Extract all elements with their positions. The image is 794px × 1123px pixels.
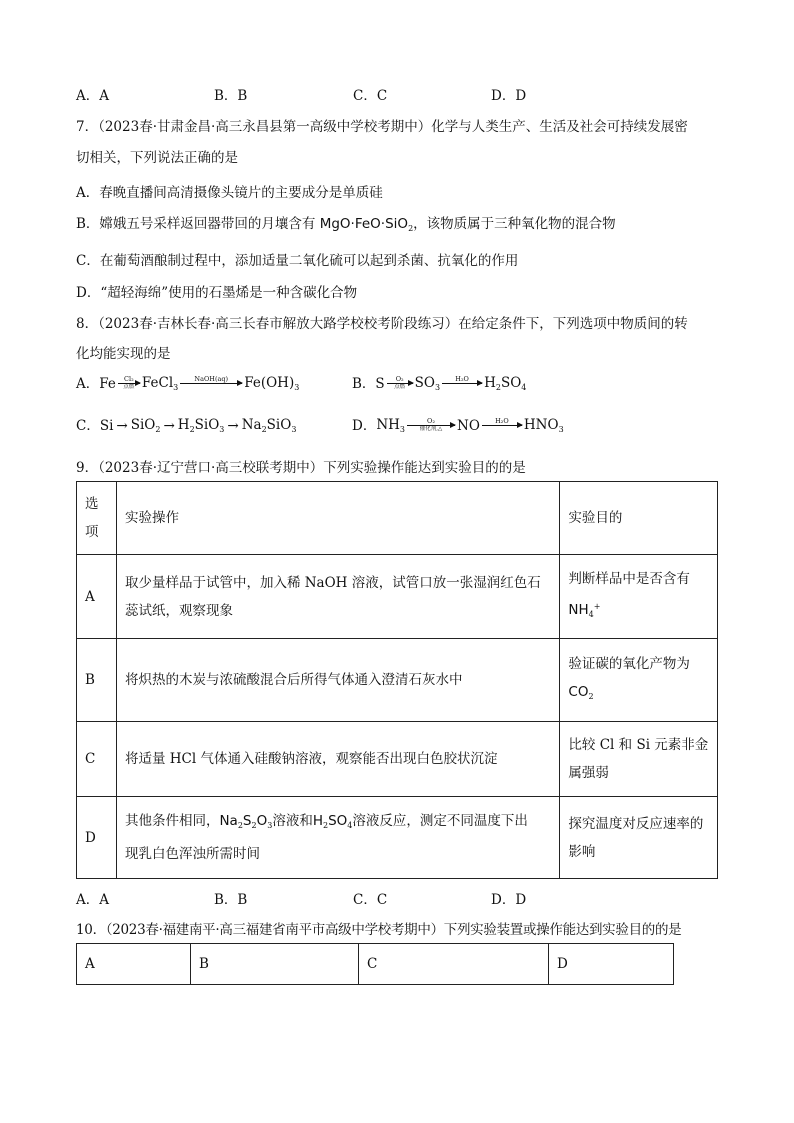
- formula-text: O: [256, 813, 268, 829]
- q8-option-b[interactable]: [352, 372, 526, 392]
- species-sub: 3: [173, 383, 179, 392]
- species-sub: 3: [219, 425, 225, 434]
- formula-text: H: [312, 813, 323, 829]
- goal-line: 验证碳的氧化产物为: [568, 655, 690, 672]
- species-sub: 2: [155, 425, 161, 434]
- row-goal: [560, 722, 718, 797]
- formula-sub: 2: [588, 691, 594, 701]
- species-sub: 3: [435, 383, 441, 392]
- species-text: HNO: [523, 417, 559, 433]
- op-line: [125, 807, 551, 840]
- table-row: [77, 797, 718, 879]
- formula-text: MgO·FeO·SiO: [319, 216, 409, 232]
- species: [131, 417, 161, 434]
- arrow-shaft: [387, 383, 413, 384]
- row-option: B: [77, 639, 117, 722]
- species-sub: 2: [495, 383, 501, 392]
- formula-text: Na: [219, 813, 238, 829]
- species: [524, 417, 564, 434]
- row-operation: [116, 555, 559, 639]
- arrow-shaft: [180, 383, 242, 384]
- row-goal: [560, 555, 718, 639]
- species: [178, 417, 225, 434]
- arrow-condition: 点燃: [123, 384, 135, 390]
- q6-option-b[interactable]: B．B: [214, 88, 248, 104]
- species: Fe: [99, 376, 116, 392]
- table-header-row: [77, 482, 718, 555]
- q9-options: [76, 888, 526, 908]
- species-text: SiO: [266, 417, 292, 433]
- q8-option-a[interactable]: [76, 372, 299, 392]
- q7-option-b-prefix: B．嫦娥五号采样返回器带回的月壤含有: [76, 216, 316, 232]
- option-label: D．: [352, 418, 377, 434]
- row-goal: [560, 797, 718, 879]
- arrow-icon: →: [163, 418, 175, 434]
- species: Si: [99, 418, 114, 434]
- q6-option-c[interactable]: C．C: [353, 88, 388, 104]
- species-text: SO: [414, 375, 435, 391]
- q8-option-c[interactable]: [76, 414, 296, 434]
- q7-stem-line2: 切相关，下列说法正确的是: [76, 150, 238, 166]
- row-operation: [116, 797, 559, 879]
- op-line: 取少量样品于试管中，加入稀 NaOH 溶液，试管口放一张湿润红色石: [124, 574, 541, 591]
- q7-stem-line1: 7．（2023春·甘肃金昌·高三永昌县第一高级中学校考期中）化学与人类生产、生活及社会可持续发展密: [76, 119, 688, 135]
- header-text: 选: [85, 496, 99, 512]
- arrow-condition: 催化剂,△: [419, 426, 443, 432]
- reaction-arrow: [482, 418, 522, 432]
- q9-option-d[interactable]: D．D: [491, 892, 527, 908]
- arrow-icon: →: [227, 418, 239, 434]
- formula-text: CO: [568, 683, 589, 700]
- q8-stem-line1: 8．（2023春·吉林长春·高三长春市解放大路学校校考阶段练习）在给定条件下，下列选项中物质间的转: [76, 316, 688, 332]
- formula-text: SO: [328, 813, 348, 829]
- op-text: 溶液反应，测定不同温度下出: [352, 813, 528, 829]
- arrow-reagent: NaOH(aq): [194, 375, 229, 383]
- reaction-arrow: [118, 376, 140, 390]
- species-text: FeCl: [141, 375, 174, 391]
- species: NO: [457, 418, 480, 434]
- formula-text: NH: [568, 601, 589, 618]
- arrow-reagent: H₂O: [455, 375, 469, 383]
- arrow-reagent: O₂: [427, 417, 435, 425]
- row-operation: 将适量 HCl 气体通入硅酸钠溶液，观察能否出现白色胶状沉淀: [116, 722, 559, 797]
- goal-line: 探究温度对反应速率的: [568, 815, 704, 832]
- species-text: Fe(OH): [244, 375, 295, 391]
- species-sub: 4: [521, 383, 527, 392]
- row-option: C: [77, 722, 117, 797]
- q10-stem: 10．（2023春·福建南平·高三福建省南平市高级中学校考期中）下列实验装置或操作能达到实验目的的是: [76, 922, 682, 938]
- formula-sub: 4: [588, 609, 594, 619]
- q7-option-b[interactable]: [76, 212, 616, 233]
- species-sub: 2: [261, 425, 267, 434]
- arrow-shaft: [118, 383, 140, 384]
- formula-sub: 4: [347, 821, 353, 830]
- q9-table: [76, 481, 718, 879]
- species: S: [375, 376, 385, 392]
- formula-sub: 2: [408, 224, 414, 233]
- q6-option-a[interactable]: A．A: [76, 88, 109, 104]
- species-sub: 3: [558, 425, 564, 434]
- table-row: [77, 555, 718, 639]
- species: [244, 375, 299, 392]
- header-goal: 实验目的: [560, 482, 718, 555]
- formula-sub: 3: [267, 821, 273, 830]
- goal-line: 比较 Cl 和 Si 元素非金: [568, 737, 709, 753]
- arrow-condition: 点燃: [394, 384, 406, 390]
- reaction-arrow: [180, 376, 242, 390]
- formula-sub: 2: [251, 821, 257, 830]
- table-row: [77, 639, 718, 722]
- formula-sub: 2: [322, 821, 329, 830]
- header-option: [77, 482, 117, 555]
- species: [484, 375, 526, 392]
- q10-col-c[interactable]: C: [359, 944, 549, 985]
- species-text: NH: [376, 417, 400, 433]
- q10-col-d[interactable]: D: [549, 944, 674, 985]
- species-text: SiO: [130, 417, 156, 433]
- q9-option-c[interactable]: C．C: [353, 892, 388, 908]
- q6-options: [76, 84, 526, 104]
- q7-option-b-suffix: ，该物质属于三种氧化物的混合物: [413, 216, 616, 232]
- header-text: 项: [85, 524, 99, 540]
- arrow-shaft: [482, 425, 522, 426]
- reaction-arrow: [387, 376, 413, 390]
- goal-line: 影响: [568, 843, 596, 860]
- op-text: 溶液和: [272, 813, 313, 829]
- species: [376, 417, 405, 434]
- q9-option-b[interactable]: B．B: [214, 892, 248, 908]
- table-row: [77, 722, 718, 797]
- goal-line: 属强弱: [568, 765, 609, 781]
- q7-option-a[interactable]: A．春晚直播间高清摄像头镜片的主要成分是单质硅: [76, 185, 383, 201]
- q7-option-b-formula: [320, 216, 413, 232]
- q7-option-c[interactable]: C．在葡萄酒酿制过程中，添加适量二氧化硫可以起到杀菌、抗氧化的作用: [76, 253, 519, 269]
- option-label: B．: [352, 376, 376, 392]
- reaction-arrow: [442, 376, 482, 390]
- species: [415, 375, 440, 392]
- row-option: D: [77, 797, 117, 879]
- species: [242, 417, 297, 434]
- q10-table: [76, 943, 674, 985]
- q10-col-b[interactable]: B: [191, 944, 359, 985]
- q8-stem-line2: 化均能实现的是: [76, 346, 171, 362]
- species-text: SiO: [194, 417, 220, 433]
- formula-sup: +: [593, 601, 601, 611]
- q6-option-d[interactable]: D．D: [491, 88, 527, 104]
- row-goal: [560, 639, 718, 722]
- row-operation: 将炽热的木炭与浓硫酸混合后所得气体通入澄清石灰水中: [116, 639, 559, 722]
- species-text: SO: [500, 375, 522, 391]
- row-option: A: [77, 555, 117, 639]
- op-line: 蕊试纸，观察现象: [124, 602, 233, 619]
- formula-text: S: [242, 813, 252, 829]
- q9-option-a[interactable]: A．A: [76, 892, 109, 908]
- arrow-shaft: [407, 425, 455, 426]
- op-text: 其他条件相同，: [124, 813, 220, 829]
- q7-option-d[interactable]: D．“超轻海绵”使用的石墨烯是一种含碳化合物: [76, 285, 358, 301]
- reaction-arrow: [407, 418, 455, 432]
- species-sub: 2: [189, 425, 195, 434]
- goal-line: 判断样品中是否含有: [568, 570, 690, 587]
- arrow-reagent: Cl₂: [124, 375, 134, 383]
- q9-stem: 9．（2023春·辽宁营口·高三校联考期中）下列实验操作能达到实验目的的是: [76, 460, 526, 476]
- op-line: 现乳白色浑浊所需时间: [124, 846, 260, 862]
- q10-col-a[interactable]: A: [77, 944, 191, 985]
- arrow-reagent: H₂O: [495, 417, 509, 425]
- species: [142, 375, 178, 392]
- goal-line: [568, 678, 709, 711]
- goal-line: [568, 593, 709, 629]
- header-operation: 实验操作: [116, 482, 559, 555]
- table-row: [77, 944, 674, 985]
- q8-option-d[interactable]: [352, 414, 564, 434]
- formula-sub: 2: [237, 821, 243, 830]
- species-sub: 3: [294, 383, 300, 392]
- species-sub: 3: [291, 425, 297, 434]
- species-text: Na: [241, 417, 262, 433]
- arrow-shaft: [442, 383, 482, 384]
- species-text: H: [177, 417, 190, 433]
- arrow-reagent: O₂: [395, 375, 404, 383]
- arrow-icon: →: [116, 418, 128, 434]
- species-text: H: [484, 375, 496, 391]
- option-label: A．: [76, 376, 100, 392]
- option-label: C．: [76, 418, 100, 434]
- species-sub: 3: [399, 425, 406, 434]
